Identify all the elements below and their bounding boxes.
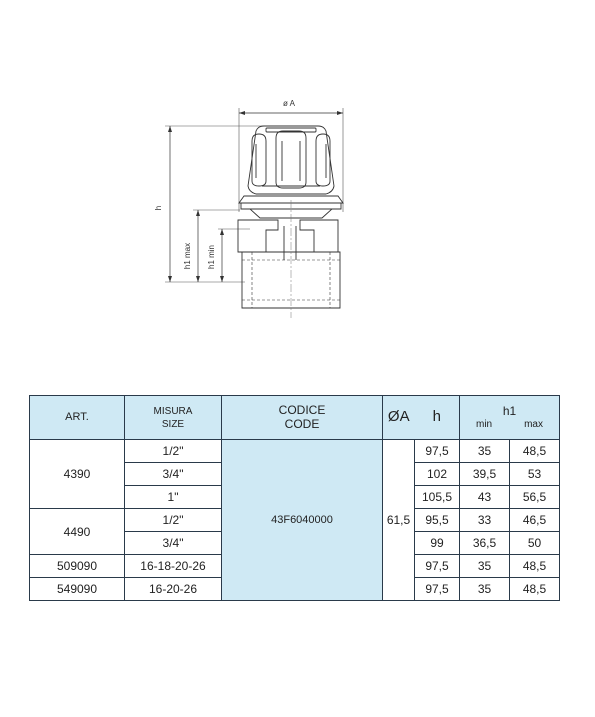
cell-size: 1/2" bbox=[125, 509, 222, 532]
cell-h1-max: 56,5 bbox=[510, 486, 560, 509]
header-h: h bbox=[415, 396, 460, 440]
cell-h1-min: 35 bbox=[460, 555, 510, 578]
arrow bbox=[168, 126, 172, 132]
arrow bbox=[239, 111, 245, 115]
cell-art: 4490 bbox=[30, 509, 125, 555]
cell-h: 95,5 bbox=[415, 509, 460, 532]
arrow bbox=[220, 229, 224, 235]
cell-h1-max: 46,5 bbox=[510, 509, 560, 532]
cell-h: 97,5 bbox=[415, 440, 460, 463]
cell-size: 16-18-20-26 bbox=[125, 555, 222, 578]
cell-code: 43F6040000 bbox=[222, 440, 383, 601]
cell-art: 549090 bbox=[30, 578, 125, 601]
valve-body bbox=[238, 220, 340, 308]
table-header-row bbox=[30, 396, 560, 440]
cell-h1-min: 39,5 bbox=[460, 463, 510, 486]
cell-h1-max: 50 bbox=[510, 532, 560, 555]
cell-h1-max: 48,5 bbox=[510, 555, 560, 578]
cell-size: 16-20-26 bbox=[125, 578, 222, 601]
cell-art: 509090 bbox=[30, 555, 125, 578]
h1min-label: h1 min bbox=[207, 244, 216, 270]
cell-h1-min: 35 bbox=[460, 578, 510, 601]
diameter-label: ø A bbox=[282, 99, 296, 108]
cell-h1-min: 36,5 bbox=[460, 532, 510, 555]
cell-h: 102 bbox=[415, 463, 460, 486]
cell-h: 99 bbox=[415, 532, 460, 555]
cell-h: 97,5 bbox=[415, 578, 460, 601]
header-code: CODICE CODE bbox=[222, 396, 383, 440]
h-label: h bbox=[154, 205, 163, 211]
arrow bbox=[168, 276, 172, 282]
arrow bbox=[337, 111, 343, 115]
cell-h1-max: 48,5 bbox=[510, 440, 560, 463]
header-h1: h1 min max bbox=[460, 396, 560, 440]
arrow bbox=[196, 276, 200, 282]
header-min: min bbox=[475, 418, 493, 430]
cell-size: 3/4" bbox=[125, 463, 222, 486]
table-row bbox=[30, 440, 560, 463]
cell-h1-max: 48,5 bbox=[510, 578, 560, 601]
arrow bbox=[196, 210, 200, 216]
header-diameter: ØA bbox=[383, 396, 415, 440]
arrow bbox=[220, 276, 224, 282]
header-art: ART. bbox=[30, 396, 125, 440]
handwheel-knob bbox=[248, 126, 334, 194]
cell-h1-max: 53 bbox=[510, 463, 560, 486]
cell-art: 4390 bbox=[30, 440, 125, 509]
spec-table bbox=[29, 395, 560, 601]
cell-size: 1/2" bbox=[125, 440, 222, 463]
cell-h1-min: 43 bbox=[460, 486, 510, 509]
cell-h1-min: 33 bbox=[460, 509, 510, 532]
cell-h: 97,5 bbox=[415, 555, 460, 578]
cell-h1-min: 35 bbox=[460, 440, 510, 463]
cell-size: 1" bbox=[125, 486, 222, 509]
cell-diameter: 61,5 bbox=[383, 440, 415, 601]
cell-h: 105,5 bbox=[415, 486, 460, 509]
header-max: max bbox=[524, 418, 543, 430]
h1max-label: h1 max bbox=[183, 242, 192, 270]
cell-size: 3/4" bbox=[125, 532, 222, 555]
header-size: MISURA SIZE bbox=[125, 396, 222, 440]
